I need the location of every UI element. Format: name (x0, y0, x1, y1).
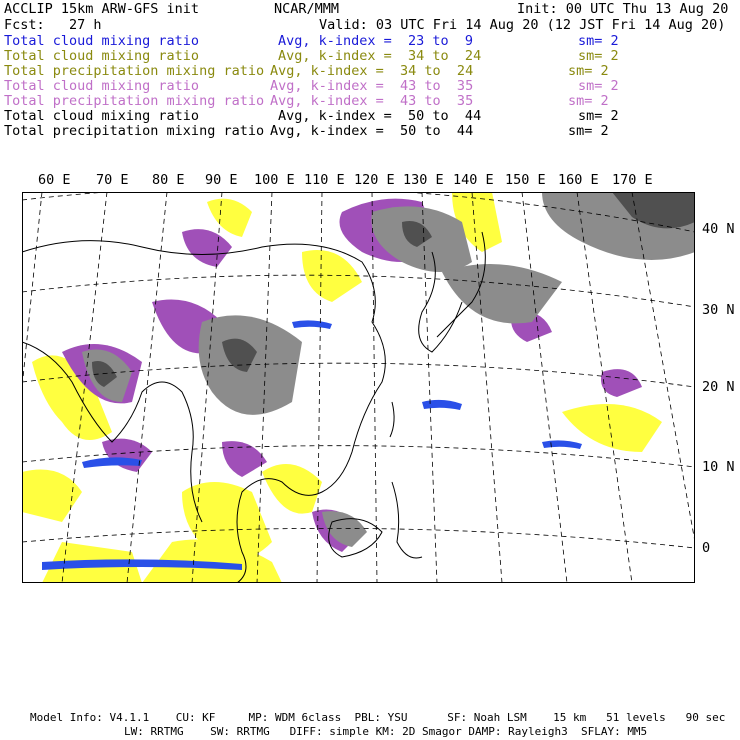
lat-label: 10 N (702, 459, 735, 475)
center-title: NCAR/MMM (274, 1, 340, 17)
legend-avg: Avg, k-index = 34 to 24 (278, 48, 482, 64)
lat-label: 30 N (702, 302, 735, 318)
legend-name: Total precipitation mixing ratio (4, 93, 265, 109)
legend-sm: sm= 2 (568, 63, 609, 79)
legend-name: Total cloud mixing ratio (4, 48, 200, 64)
legend-name: Total precipitation mixing ratio (4, 63, 265, 79)
lon-label: 170 E (612, 172, 653, 188)
init-time: Init: 00 UTC Thu 13 Aug 20 (517, 1, 729, 17)
lon-label: 60 E (38, 172, 71, 188)
legend-avg: Avg, k-index = 50 to 44 (270, 123, 474, 139)
legend-sm: sm= 2 (568, 123, 609, 139)
legend-avg: Avg, k-index = 43 to 35 (270, 78, 474, 94)
lon-label: 100 E (254, 172, 295, 188)
lon-label: 140 E (453, 172, 494, 188)
forecast-map (22, 192, 695, 583)
lon-label: 150 E (505, 172, 546, 188)
legend-name: Total cloud mixing ratio (4, 108, 200, 124)
model-info-line1: Model Info: V4.1.1 CU: KF MP: WDM 6class PBL: YSU SF: Noah LSM 15 km 51 levels 90 sec (30, 711, 726, 724)
lon-label: 120 E (354, 172, 395, 188)
forecast-hour: Fcst: 27 h (4, 17, 102, 33)
lon-label: 90 E (205, 172, 238, 188)
legend-name: Total cloud mixing ratio (4, 78, 200, 94)
lat-label: 40 N (702, 221, 735, 237)
run-title: ACCLIP 15km ARW-GFS init (4, 1, 200, 17)
legend-name: Total cloud mixing ratio (4, 33, 200, 49)
legend-avg: Avg, k-index = 50 to 44 (278, 108, 482, 124)
lon-label: 80 E (152, 172, 185, 188)
lon-label: 160 E (558, 172, 599, 188)
lon-label: 70 E (96, 172, 129, 188)
legend-sm: sm= 2 (578, 48, 619, 64)
lat-label: 0 (702, 540, 711, 556)
legend-avg: Avg, k-index = 34 to 24 (270, 63, 474, 79)
legend-name: Total precipitation mixing ratio (4, 123, 265, 139)
lon-label: 130 E (403, 172, 444, 188)
legend-sm: sm= 2 (568, 93, 609, 109)
lon-label: 110 E (304, 172, 345, 188)
legend-avg: Avg, k-index = 43 to 35 (270, 93, 474, 109)
legend-sm: sm= 2 (578, 108, 619, 124)
model-info-line2: LW: RRTMG SW: RRTMG DIFF: simple KM: 2D Smagor DAMP: Rayleigh3 SFLAY: MM5 (124, 725, 648, 738)
legend-avg: Avg, k-index = 23 to 9 (278, 33, 474, 49)
lat-label: 20 N (702, 379, 735, 395)
legend-sm: sm= 2 (578, 33, 619, 49)
legend-sm: sm= 2 (578, 78, 619, 94)
valid-time: Valid: 03 UTC Fri 14 Aug 20 (12 JST Fri 14 Aug 20) (319, 17, 726, 33)
